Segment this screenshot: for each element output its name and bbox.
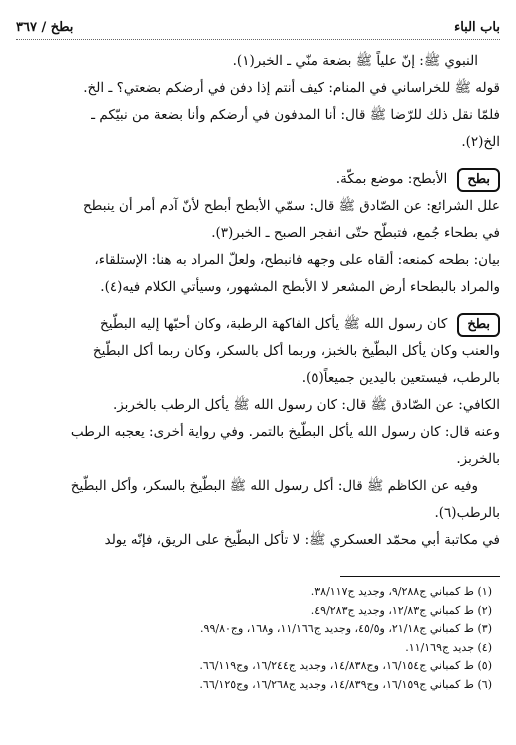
text-line: والعنب وكان يأكل البطّيخ بالخبز، وربما أكل بالسكر، وكان ربما أكل البطّيخ bbox=[92, 343, 500, 359]
footnote-separator bbox=[340, 576, 500, 577]
entry-heading bbox=[16, 166, 500, 193]
entry-keyword: بطخ bbox=[457, 313, 500, 337]
text-line: والمراد بالبطحاء أرض المشعر لا الأبطح المشهور، وسيأتي الكلام فيه(٤). bbox=[100, 279, 500, 295]
text-line: وعنه قال: كان رسول الله يأكل البطّيخ بالتمر. وفي رواية أخرى: يعجبه الرطب bbox=[70, 424, 500, 440]
footnote: (١) ط كمباني ج٩/٢٨٨، وجديد ج٣٨/١١٧. bbox=[310, 585, 492, 598]
text-line: بيان: بطحه كمنعه: ألقاه على وجهه فانبطح، ولعلّ المراد به هنا: الإستلقاء، bbox=[94, 252, 500, 268]
entry-first-line: كان رسول الله ﷺ يأكل الفاكهة الرطبة، وكان أحبّها إليه البطّيخ bbox=[100, 316, 448, 332]
text-line: الكافي: عن الصّادق ﷺ قال: كان رسول الله ﷺ يأكل الرطب بالخربز. bbox=[112, 397, 500, 413]
text-line: الخ(٢). bbox=[461, 134, 500, 150]
footnote: (٦) ط كمباني ج١٦/١٥٩، وج١٤/٨٣٩، وجديد ج١٦/٢٦٨، وج٦٦/١٢٥. bbox=[199, 677, 492, 691]
footnote: (٥) ط كمباني ج١٦/١٥٤، وج١٤/٨٣٨، وجديد ج١٦/٢٤٤، وج٦٦/١١٩. bbox=[199, 659, 492, 672]
text-line: علل الشرائع: عن الصّادق ﷺ قال: سمّي الأبطح أبطح لأنّ آدم أمر أن ينبطح bbox=[82, 198, 500, 214]
footnote: (٢) ط كمباني ج١٢/٨٣، وجديد ج٤٩/٢٨٣. bbox=[310, 603, 492, 617]
text-line: في بطحاء جُمع، فتبطّح حتّى انفجر الصبح ـ الخبر(٣). bbox=[211, 225, 500, 241]
entry-keyword: بطح bbox=[457, 168, 500, 192]
page-header bbox=[16, 20, 500, 40]
text-line: بالخربز. bbox=[456, 451, 500, 467]
page-number: بطخ / ٣٦٧ bbox=[16, 20, 74, 35]
chapter-title: باب الباء bbox=[454, 20, 500, 35]
entry-heading bbox=[16, 311, 500, 338]
text-line: النبوي ﷺ: إنّ علياً ﷺ بضعة منّي ـ الخبر(١). bbox=[232, 53, 478, 69]
text-line: فلمّا نقل ذلك للرّضا ﷺ قال: أنا المدفون في أرضكم وأنا بضعة من نبيّكم ـ bbox=[91, 107, 500, 123]
text-line: بالرطب(٦). bbox=[434, 505, 500, 521]
footnote: (٣) ط كمباني ج٢١/١٨، و٤٥/٥، وجديد ج١١/١٦٦، و١٦٨، وج٩٩/٨٠. bbox=[200, 622, 492, 635]
footnote: (٤) جديد ج١١/١٦٩. bbox=[405, 640, 492, 654]
text-line: بالرطب، فيستعين باليدين جميعاً(٥). bbox=[301, 370, 500, 386]
text-line: وفيه عن الكاظم ﷺ قال: أكل رسول الله ﷺ البطّيخ بالسكر، وأكل البطّيخ bbox=[70, 478, 478, 494]
entry-definition: الأبطح: موضع بمكّة. bbox=[335, 171, 448, 187]
text-line: قوله ﷺ للخراساني في المنام: كيف أنتم إذا دفن في أرضكم بضعتي؟ ـ الخ. bbox=[83, 80, 500, 96]
text-line: في مكاتبة أبي محمّد العسكري ﷺ: لا تأكل البطّيخ على الريق، فإنّه يولد bbox=[104, 532, 500, 548]
